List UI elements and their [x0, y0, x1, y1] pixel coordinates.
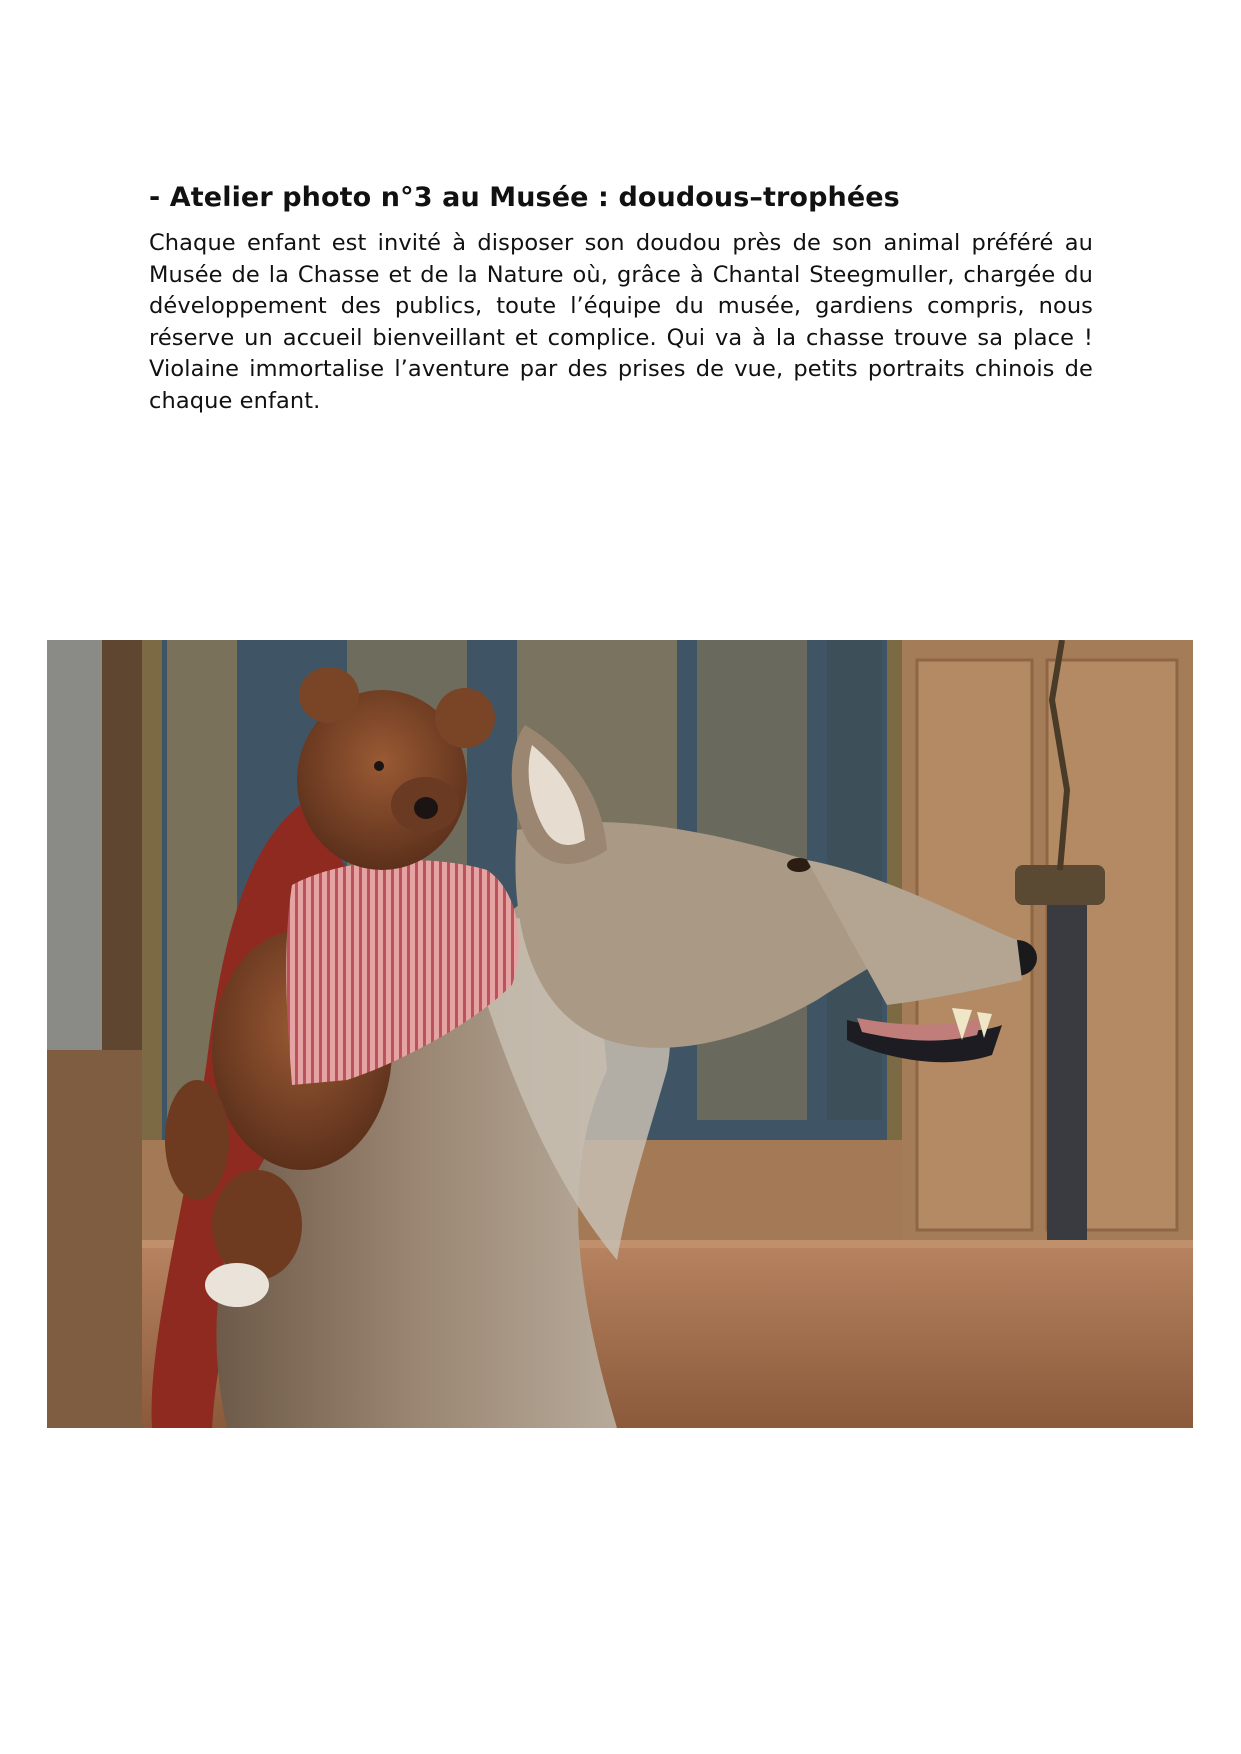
photo-teddy-bear-on-wolf: [47, 640, 1193, 1428]
body-paragraph: Chaque enfant est invité à disposer son doudou près de son animal préféré au Musée de la Chasse et de la Nature où, grâce à Chantal Steegmuller, chargée du développement des publics, toute l’équipe du musée, gardiens compris, nous réserve un accueil bienveillant et complice. Qui va à la chasse trouve sa place ! Violaine immortalise l’aventure par des prises de vue, petits portraits chinois de chaque enfant.: [149, 230, 1093, 414]
page-title: - Atelier photo n°3 au Musée : doudous–trophées: [149, 182, 900, 213]
